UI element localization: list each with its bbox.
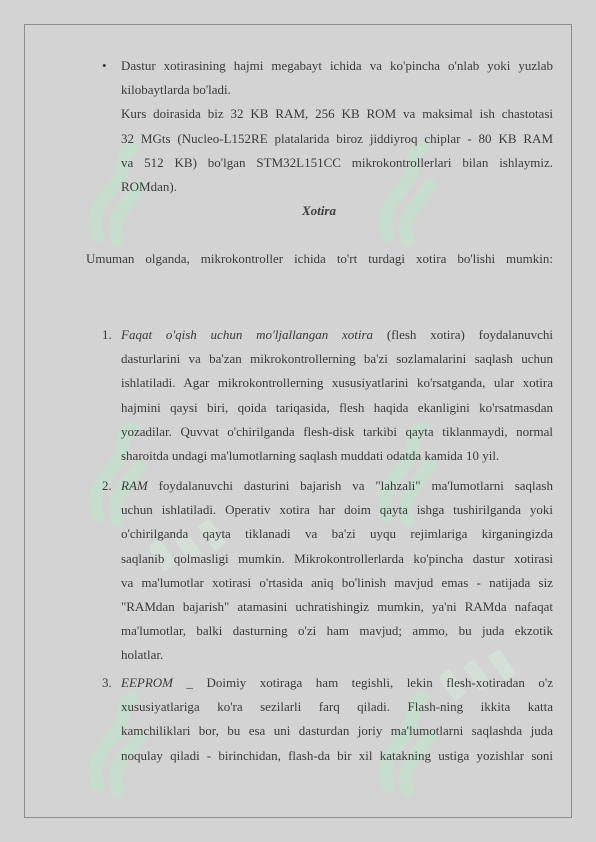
term: Faqat o'qish uchun mo'ljallangan xotira bbox=[121, 327, 374, 342]
list-item bbox=[102, 474, 553, 668]
text-line: o'chirilganda qayta tiklanadi va ba'zi uyqu rejimlariga kirganingizda bbox=[121, 526, 553, 542]
section-heading: Xotira bbox=[302, 203, 336, 218]
list-item bbox=[102, 671, 553, 768]
text-line: "RAMdan bajarish" atamasini uchratishingiz mumkin, ya'ni RAMda nafaqat bbox=[121, 599, 553, 615]
text-line: yozadilar. Quvvat o'chirilganda flesh-disk tarkibi qayta tiklanmaydi, normal bbox=[121, 423, 553, 439]
intro-paragraph: Umuman olganda, mikrokontroller ichida to'rt turdagi xotira bo'lishi mumkin: bbox=[86, 251, 553, 266]
text-line: xususiyatlariga ko'ra sezilarli farq qiladi. Flash-ning ikkita katta bbox=[121, 699, 553, 715]
text-line: ROMdan). bbox=[121, 179, 177, 195]
text-line: hajmini qaysi biri, qoida tariqasida, flesh haqida ekanligini ko'rsatmasdan bbox=[121, 399, 553, 415]
bullet-item bbox=[102, 54, 553, 199]
text-line: va ma'lumotlar xotirasi o'rtasida aniq bo'linish mavjud emas - natijada siz bbox=[121, 574, 553, 590]
text-line: dasturlarini va ba'zan mikrokontrollerning ba'zi sozlamalarini saqlash uchun bbox=[121, 351, 553, 367]
text-line: kamchiliklari bor, bu esa uni dasturdan joriy ma'lumotlarni saqlashda juda bbox=[121, 723, 553, 739]
text-line: ma'lumotlar, balki dasturning o'zi ham mavjud; ammo, bu juda ekzotik bbox=[121, 623, 553, 639]
text-line: ishlatiladi. Agar mikrokontrollerning xususiyatlarini ko'rsatganda, ular xotira bbox=[121, 375, 553, 391]
list-number: 3. bbox=[102, 675, 112, 690]
text-line: saqlanib qolmasligi mumkin. Mikrokontrollerlarda ko'pincha dastur xotirasi bbox=[121, 550, 553, 566]
text-line: sharoitda undagi ma'lumotlarning saqlash muddati odatda kamida 10 yil. bbox=[121, 448, 500, 464]
bullet-marker: • bbox=[102, 58, 107, 73]
text-line: Dastur xotirasining hajmi megabayt ichida va ko'pincha o'nlab yoki yuzlab bbox=[121, 58, 553, 73]
text-line: RAM foydalanuvchi dasturini bajarish va "lahzali" ma'lumotlarni saqlash bbox=[121, 478, 553, 493]
text-line: Kurs doirasida biz 32 KB RAM, 256 KB ROM va maksimal ish chastotasi bbox=[121, 106, 553, 122]
term: EEPROM bbox=[121, 675, 173, 690]
text-line: uchun ishlatiladi. Operativ xotira har doim qayta ishga tushirilganda yoki bbox=[121, 502, 553, 518]
list-number: 1. bbox=[102, 327, 112, 342]
term: RAM bbox=[121, 478, 148, 493]
text-line: EEPROM _ Doimiy xotiraga ham tegishli, lekin flesh-xotiradan o'z bbox=[121, 675, 553, 690]
text-line: kilobaytlarda bo'ladi. bbox=[121, 82, 231, 98]
list-item bbox=[102, 323, 553, 468]
text-line: holatlar. bbox=[121, 647, 164, 663]
text-line: va 512 KB) bo'lgan STM32L151CC mikrokontrollerlari bilan ishlaymiz. bbox=[121, 154, 553, 170]
list-number: 2. bbox=[102, 478, 112, 493]
text-line: noqulay qiladi - birinchidan, flash-da bir xil katakning ustiga yozishlar soni bbox=[121, 747, 553, 763]
text-line: Faqat o'qish uchun mo'ljallangan xotira (flesh xotira) foydalanuvchi bbox=[121, 327, 553, 342]
text-line: 32 MGts (Nucleo-L152RE platalarida biroz jiddiyroq chiplar - 80 KB RAM bbox=[121, 130, 553, 146]
